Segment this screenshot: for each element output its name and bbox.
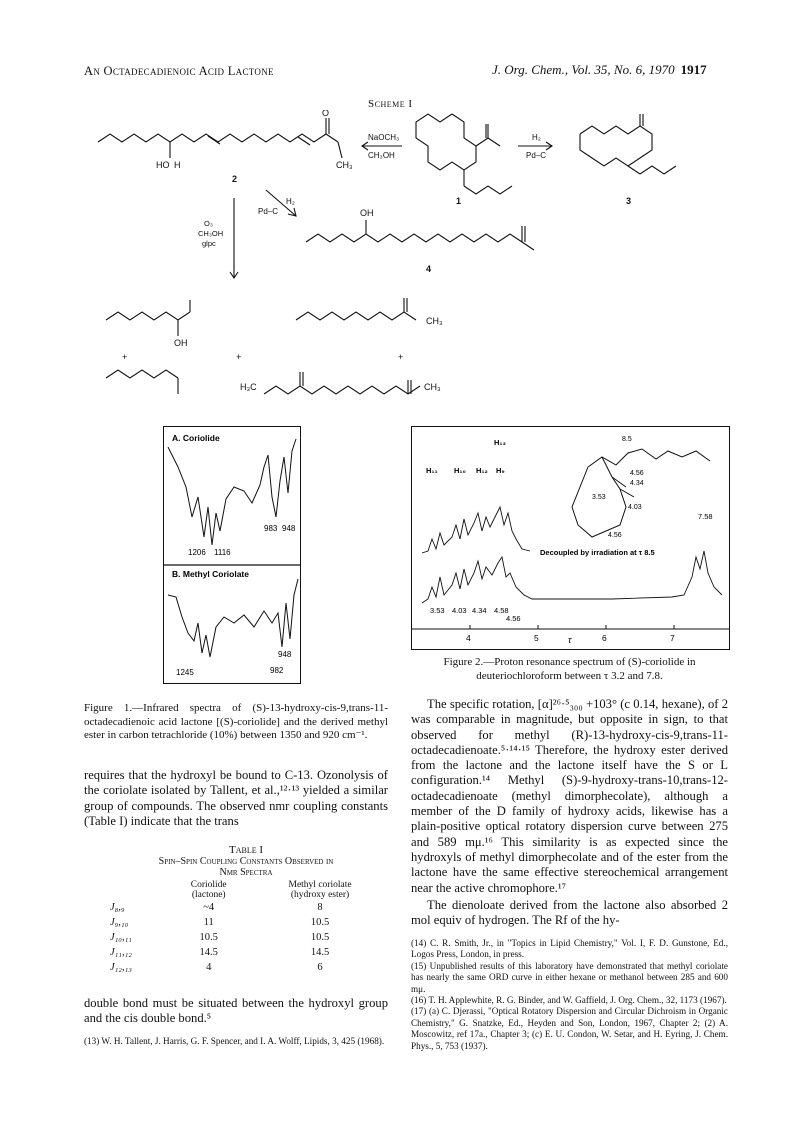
col-coriolide: Coriolide: [190, 880, 227, 890]
footnote-16: (16) T. H. Applewhite, R. G. Binder, and W. Gaffield, J. Org. Chem., 32, 1173 (1967).: [411, 995, 727, 1006]
nmr-peak-758: 7.58: [698, 512, 713, 521]
table-subtitle-2: Nmr Spectra: [219, 867, 273, 878]
label-compound-3: 3: [626, 196, 632, 206]
nmr-axis-label: τ: [568, 635, 572, 645]
table-subtitle-1: Spin–Spin Coupling Constants Observed in: [158, 856, 334, 867]
label-compound-2: 2: [232, 174, 238, 184]
ir-a-peak-1206: 1206: [188, 548, 206, 557]
table-title: Table I: [228, 844, 264, 856]
nmr-struct-434: 4.34: [630, 480, 644, 487]
ir-a-peak-1116: 1116: [214, 548, 231, 557]
figure-2-caption: Figure 2.—Proton resonance spectrum of (S)-coriolide in deuteriochloroform between τ 3.2 and 7.8.: [443, 656, 696, 682]
nmr-peak-353: 3.53: [430, 606, 445, 615]
reagent-pdc: Pd–C: [526, 151, 547, 160]
nmr-decoupled-label: Decoupled by irradiation at τ 8.5: [540, 548, 655, 557]
ir-b-peak-1245: 1245: [176, 668, 194, 677]
label-h: H: [174, 160, 181, 170]
ir-b-peak-982: 982: [270, 666, 284, 675]
journal-citation: [492, 62, 707, 78]
footnotes-right: [411, 938, 728, 1052]
nmr-struct-403: 4.03: [628, 504, 642, 511]
nmr-inset-structure: [572, 449, 710, 537]
nmr-tick-6: 6: [602, 633, 607, 643]
right-para-2: The dienoloate derived from the lactone also absorbed 2 mol equiv of hydrogen. The Rf of the hy-: [411, 898, 728, 928]
footnote-13: (13) W. H. Tallent, J. Harris, G. F. Spencer, and I. A. Wolff, Lipids, 3, 425 (1968).: [84, 1036, 385, 1046]
product-aldehyde-ester: [296, 312, 416, 320]
footnote-14: (14) C. R. Smith, Jr., in "Topics in Lipid Chemistry," Vol. I, F. D. Gunstone, Ed., Logos Press, London, in press.: [411, 938, 728, 960]
col-coriolide-sub: (lactone): [191, 890, 226, 900]
journal-name: J. Org. Chem., Vol. 35, No. 6, 1970: [492, 62, 675, 77]
nmr-peak-458: 4.58: [494, 606, 509, 615]
footnote-15: (15) Unpublished results of this laboratory have demonstrated that methyl coriolate has nearly the same ORD curve in either hexane or methanol between 285 and 600 mμ.: [411, 960, 728, 994]
nmr-peak-456: 4.56: [506, 614, 521, 623]
reagent-pdcb: Pd–C: [258, 207, 279, 216]
reagent-naoch3: NaOCH₃: [368, 133, 400, 142]
nmr-tick-7: 7: [670, 633, 675, 643]
compound-2-chain: [98, 134, 326, 142]
product-hexanal: [106, 370, 178, 378]
table-row: J₁₂,₁₃ 4 6: [110, 962, 323, 973]
compound-1-ring: [416, 114, 476, 170]
reagent-ch3oh: CH₃OH: [368, 151, 395, 160]
nmr-struct-353: 3.53: [592, 494, 606, 501]
table-row: J₈,₉ ~4 8: [110, 902, 323, 913]
table-row: J₉,₁₀ 11 10.5: [110, 917, 330, 928]
table-row: J₁₁,₁₂ 14.5 14.5: [110, 947, 330, 958]
figure-1-caption: Figure 1.—Infrared spectra of (S)-13-hydroxy-cis-9,trans-11-octadecadienoic acid lactone [(S)-coriolide] and the derived methyl ester in carbon tetrachloride (10%) between 1350 and 920 cm⁻¹.: [84, 702, 388, 741]
ozon-o3: O₃: [204, 219, 213, 228]
left-para-2: double bond must be situated between the hydroxyl group and the cis double bond.⁵: [84, 996, 388, 1026]
product-diester: [264, 386, 420, 394]
label-compound-4: 4: [426, 264, 432, 274]
plus-1: +: [122, 352, 128, 362]
nmr-label-h13: H₁₃: [494, 438, 506, 447]
scheme-structures: [90, 110, 730, 410]
figure-1-ir-spectra: [163, 426, 301, 684]
figure-2-nmr-spectrum: [411, 426, 730, 650]
nmr-label-h12: H₁₂: [476, 466, 488, 475]
col-methyl-sub: (hydroxy ester): [290, 890, 350, 900]
table-1: [104, 844, 388, 975]
ozon-glpc: glpc: [202, 239, 216, 248]
label-ch3-ester: CH₃: [426, 316, 443, 326]
reagent-h2b: H₂: [286, 197, 295, 206]
ozon-ch3oh: CH₃OH: [198, 229, 224, 238]
table-row: J₁₀,₁₁ 10.5 10.5: [110, 932, 330, 943]
running-title: An Octadecadienoic Acid Lactone: [84, 64, 274, 78]
label-oh-product: OH: [174, 338, 188, 348]
reagent-h2: H₂: [532, 133, 541, 142]
page-number: 1917: [680, 62, 707, 77]
label-ch3-diester: CH₃: [424, 382, 441, 392]
label-oh-4: OH: [360, 208, 374, 218]
nmr-struct-456b: 4.56: [608, 532, 622, 539]
nmr-struct-85: 8.5: [622, 436, 632, 443]
plus-2: +: [236, 352, 242, 362]
nmr-peak-434: 4.34: [472, 606, 487, 615]
label-ho: HO: [156, 160, 170, 170]
compound-3-ring: [580, 126, 652, 166]
nmr-label-h11: H₁₁: [426, 466, 438, 475]
footnote-17: (17) (a) C. Djerassi, "Optical Rotatory Dispersion and Circular Dichroism in Organic Chemistry," G. Snatzke, Ed., Heyden and Son, London, 1967, Chapter 2; (2) A. Moscowitz, ref 17a., Chapter 3; (c) E. U. Condon, W. Setar, and H. Eyring, J. Chem. Phys., 5, 753 (1937).: [411, 1006, 728, 1051]
col-methyl: Methyl coriolate: [288, 880, 352, 890]
nmr-tick-5: 5: [534, 633, 539, 643]
left-para-1: requires that the hydroxyl be bound to C-13. Ozonolysis of the coriolate isolated by Tallent, et al.,¹²·¹³ yielded a similar group of compounds. The observed nmr coupling constants (Table I) indicate that the trans: [84, 768, 388, 828]
ir-a-peak-983: 983: [264, 524, 278, 533]
nmr-label-h10: H₁₀: [454, 466, 466, 475]
right-para-1: The specific rotation, [α]²⁶·⁵₃₀₀ +103° (c 0.14, hexane), of 2 was comparable in magnitude, but opposite in sign, to that observed for methyl (R)-13-hydroxy-cis-9,trans-11-octadecadienoate.⁵·¹⁴·¹⁵ Therefore, the hydroxy ester derived from the lactone and the lactone itself have the S or L configuration.¹⁴ Methyl (S)-9-hydroxy-trans-10,trans-12-octadecadienoate (methyl dimorphecolate), although a member of the D family of hydroxy acids, likewise has a plain-positive optical rotatory dispersion curve between 275 and 589 mμ.¹⁶ This similarity is as expected since the hydroxyls of methyl dimorphecolate and of the ester from the lactone have the same effective stereochemical arrangement near the active chromophore.¹⁷: [411, 697, 728, 895]
label-compound-1: 1: [456, 196, 462, 206]
nmr-struct-456a: 4.56: [630, 470, 644, 477]
nmr-label-h9: H₉: [496, 466, 505, 475]
product-hydroxyaldehyde: [106, 312, 190, 320]
plus-3: +: [398, 352, 404, 362]
ir-panel-b-label: B. Methyl Coriolate: [172, 569, 249, 579]
nmr-peak-403: 4.03: [452, 606, 467, 615]
scheme-title: Scheme I: [368, 98, 413, 110]
label-h3c: H₃C: [240, 382, 257, 392]
ir-panel-a-label: A. Coriolide: [172, 433, 220, 443]
label-o: O: [322, 110, 330, 118]
compound-4-chain: [306, 234, 522, 242]
ir-b-peak-948: 948: [278, 650, 292, 659]
ir-a-peak-948: 948: [282, 524, 296, 533]
label-ch3: CH₃: [336, 160, 353, 170]
nmr-tick-4: 4: [466, 633, 471, 643]
